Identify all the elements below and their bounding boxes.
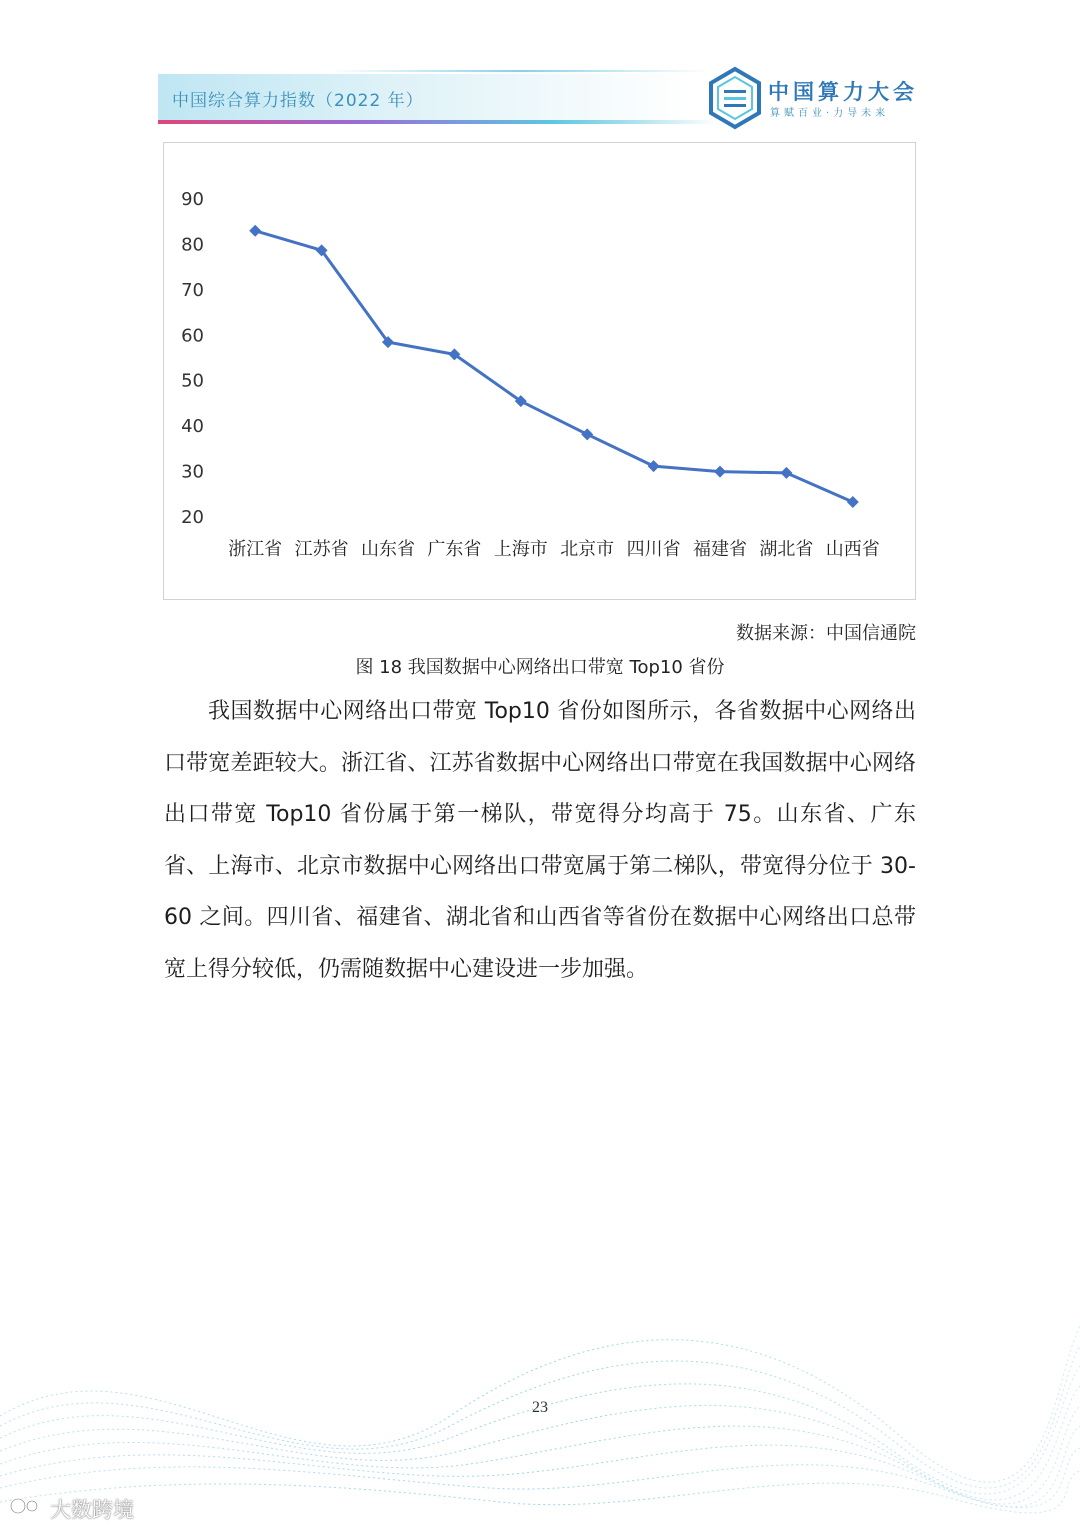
x-tick-label: 广东省 — [427, 539, 482, 560]
x-tick-label: 江苏省 — [294, 539, 349, 560]
x-tick-label: 上海市 — [493, 539, 548, 560]
y-tick-label: 40 — [181, 416, 204, 438]
decorative-wave — [0, 1266, 1080, 1526]
series-line — [255, 231, 853, 502]
conference-logo — [706, 66, 926, 130]
logo-title: 中国算力大会 — [768, 80, 918, 104]
watermark-text: 大数跨境 — [50, 1498, 134, 1522]
figure-caption: 图 18 我国数据中心网络出口带宽 Top10 省份 — [355, 657, 725, 678]
x-tick-label: 北京市 — [560, 539, 615, 560]
x-tick-label: 湖北省 — [759, 539, 814, 560]
hexagon-logo-icon — [706, 66, 764, 130]
x-tick-label: 四川省 — [626, 539, 681, 560]
body-paragraph: 我国数据中心网络出口带宽 Top10 省份如图所示，各省数据中心网络出口带宽差距较大。浙江省、江苏省数据中心网络出口带宽在我国数据中心网络出口带宽 Top10 省份属于第一梯队，带宽得分均高于 75。山东省、广东省、上海市、北京市数据中心网络出口带宽属于第二梯队，带宽得分位于 30-60 之间。四川省、福建省、湖北省和山西省等省份在数据中心网络出口总带宽上得分较低，仍需随数据中心建设进一步加强。 — [164, 699, 916, 982]
line-chart — [164, 143, 917, 601]
data-point-marker — [648, 460, 660, 472]
x-tick-label: 浙江省 — [228, 539, 283, 560]
watermark-logo-icon — [8, 1494, 48, 1518]
y-tick-label: 70 — [181, 279, 204, 301]
data-point-marker — [249, 225, 261, 237]
y-tick-label: 50 — [181, 370, 204, 392]
logo-slogan: 算赋百业·力导未来 — [770, 108, 890, 119]
data-source: 数据来源：中国信通院 — [736, 623, 916, 644]
header-rule — [158, 120, 718, 124]
x-tick-label: 山东省 — [361, 539, 415, 560]
data-point-marker — [780, 467, 792, 479]
header-title: 中国综合算力指数（2022 年） — [172, 91, 424, 111]
y-tick-label: 30 — [181, 461, 204, 483]
data-point-marker — [581, 428, 593, 440]
data-point-marker — [847, 496, 859, 508]
x-tick-label: 福建省 — [693, 539, 747, 560]
header-rule-top — [330, 70, 710, 72]
y-tick-label: 60 — [181, 325, 204, 347]
page-number: 23 — [532, 1399, 548, 1416]
x-tick-label: 山西省 — [825, 539, 880, 560]
chart-frame — [163, 142, 916, 600]
y-tick-label: 20 — [181, 507, 204, 528]
data-point-marker — [714, 466, 726, 478]
y-tick-label: 90 — [181, 189, 204, 210]
y-tick-label: 80 — [181, 234, 204, 256]
